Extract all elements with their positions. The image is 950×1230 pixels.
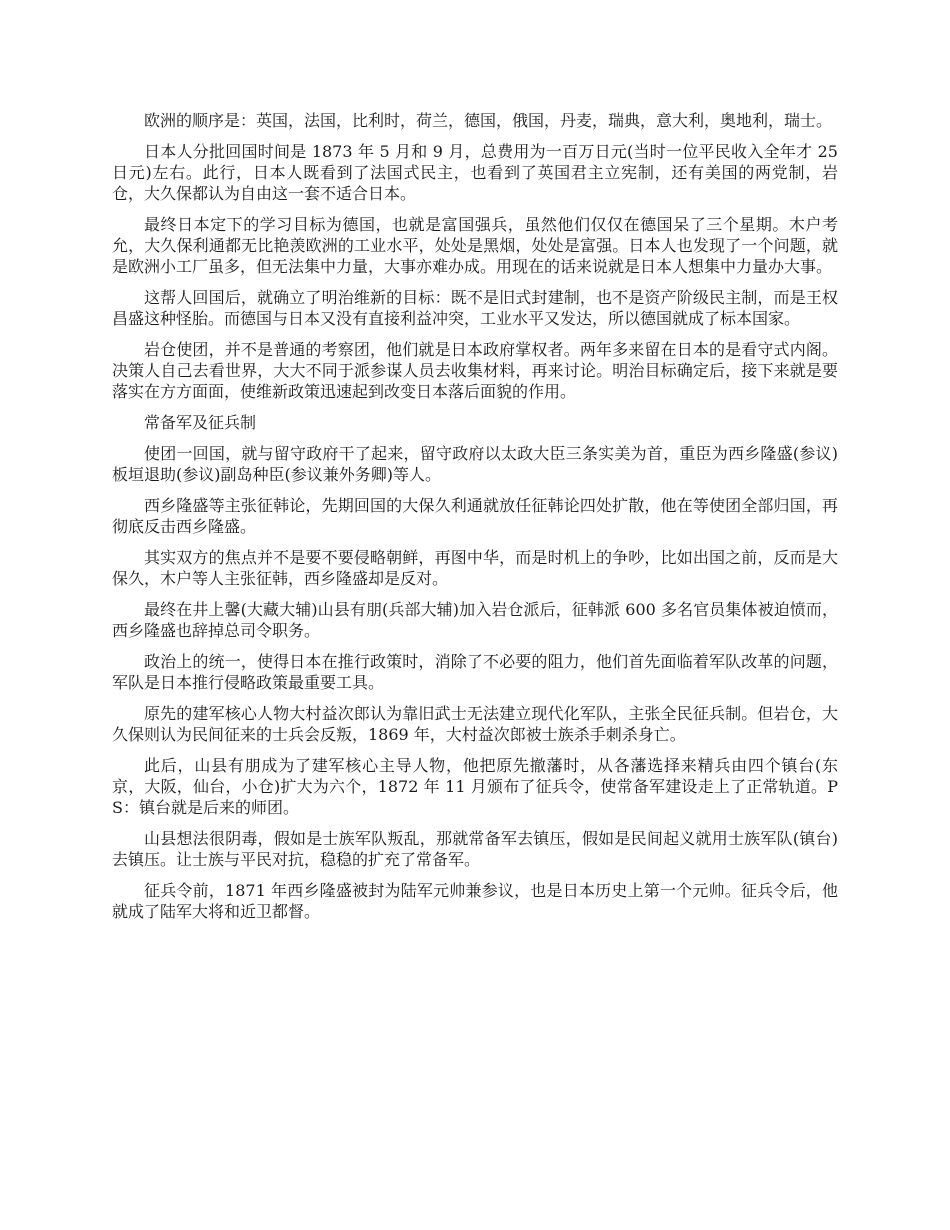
paragraph-conscription: 此后，山县有朋成为了建军核心主导人物，他把原先撤藩时，从各藩选择来精兵由四个镇台(东京，大阪，仙台，小仓)扩大为六个，1872 年 11 月颁布了征兵令，使常备军建设走上了正常轨道。PS：镇台就是后来的师团。	[112, 756, 838, 817]
paragraph-caretaker-government: 使团一回国，就与留守政府干了起来，留守政府以太政大臣三条实美为首，重臣为西乡隆盛(参议)板垣退助(参议)副岛种臣(参议兼外务卿)等人。	[112, 444, 838, 484]
paragraph-germany-target: 最终日本定下的学习目标为德国，也就是富国强兵，虽然他们仅仅在德国呆了三个星期。木户考允，大久保利通都无比艳羡欧洲的工业水平，处处是黑烟，处处是富强。日本人也发现了一个问题，就是欧洲小工厂虽多，但无法集中力量，大事亦难办成。用现在的话来说就是日本人想集中力量办大事。	[112, 215, 838, 276]
paragraph-seikanron: 西乡隆盛等主张征韩论，先期回国的大保久利通就放任征韩论四处扩散，他在等使团全部归国，再彻底反击西乡隆盛。	[112, 496, 838, 536]
paragraph-timing-dispute: 其实双方的焦点并不是要不要侵略朝鲜，再图中华，而是时机上的争吵，比如出国之前，反而是大保久，木户等人主张征韩，西乡隆盛却是反对。	[112, 548, 838, 588]
paragraph-meiji-goal: 这帮人回国后，就确立了明治维新的目标：既不是旧式封建制，也不是资产阶级民主制，而是王权昌盛这种怪胎。而德国与日本又没有直接利益冲突，工业水平又发达，所以德国就成了标本国家。	[112, 288, 838, 328]
paragraph-political-unity: 政治上的统一，使得日本在推行政策时，消除了不必要的阻力，他们首先面临着军队改革的问题，军队是日本推行侵略政策最重要工具。	[112, 652, 838, 692]
paragraph-resignation: 最终在井上馨(大藏大辅)山县有朋(兵部大辅)加入岩仓派后，征韩派 600 多名官员集体被迫愤而，西乡隆盛也辞掉总司令职务。	[112, 600, 838, 640]
paragraph-yamagata: 山县想法很阴毒，假如是士族军队叛乱，那就常备军去镇压，假如是民间起义就用士族军队(镇台)去镇压。让士族与平民对抗，稳稳的扩充了常备军。	[112, 829, 838, 869]
paragraph-omura: 原先的建军核心人物大村益次郎认为靠旧武士无法建立现代化军队，主张全民征兵制。但岩仓，大久保则认为民间征来的士兵会反叛，1869 年，大村益次郎被士族杀手刺杀身亡。	[112, 704, 838, 744]
section-heading: 常备军及征兵制	[144, 413, 257, 432]
paragraph-europe-order: 欧洲的顺序是：英国，法国，比利时，荷兰，德国，俄国，丹麦，瑞典，意大利，奥地利，瑞士。	[144, 111, 833, 130]
document-body	[112, 110, 838, 932]
paragraph-saigo-marshal: 征兵令前，1871 年西乡隆盛被封为陆军元帅兼参议，也是日本历史上第一个元帅。征兵令后，他就成了陆军大将和近卫都督。	[112, 881, 838, 921]
paragraph-return-1873: 日本人分批回国时间是 1873 年 5 月和 9 月，总费用为一百万日元(当时一位平民收入全年才 25 日元)左右。此行，日本人既看到了法国式民主，也看到了英国君主立宪制，还有美国的两党制，岩仓，大久保都认为自由这一套不适合日本。	[112, 142, 838, 203]
paragraph-iwakura-mission: 岩仓使团，并不是普通的考察团，他们就是日本政府掌权者。两年多来留在日本的是看守式内阁。决策人自己去看世界，大大不同于派参谋人员去收集材料，再来讨论。明治目标确定后，接下来就是要落实在方方面面，使维新政策迅速起到改变日本落后面貌的作用。	[112, 340, 838, 401]
